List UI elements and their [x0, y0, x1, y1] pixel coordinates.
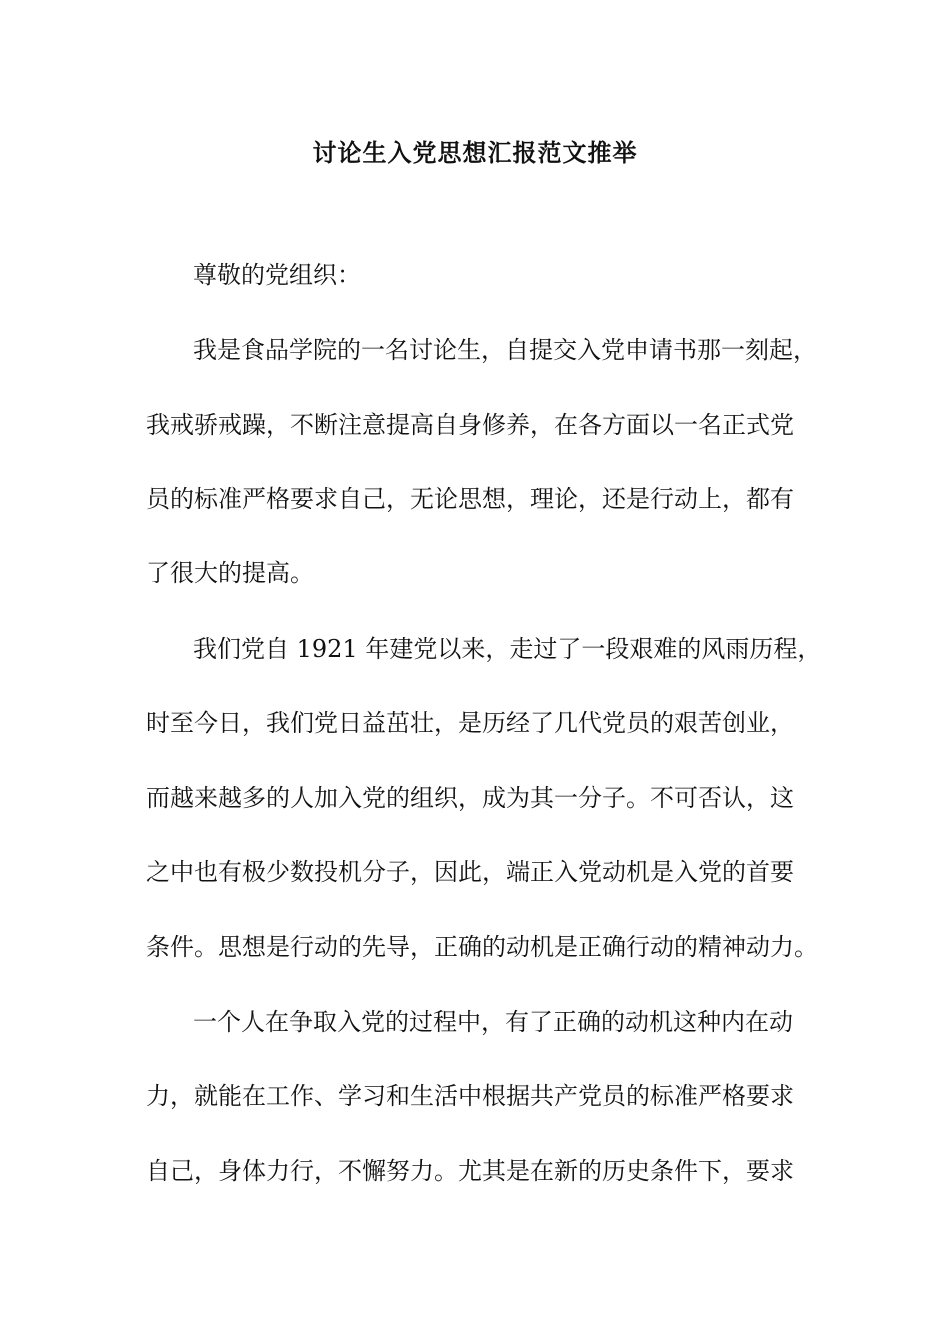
paragraph-line: 我戒骄戒躁，不断注意提高自身修养，在各方面以一名正式党: [146, 411, 794, 439]
paragraph-line: 之中也有极少数投机分子，因此，端正入党动机是入党的首要: [146, 858, 794, 886]
salutation: 尊敬的党组织：: [193, 261, 361, 289]
document-title: 讨论生入党思想汇报范文推举: [312, 138, 638, 167]
paragraph-line: 而越来越多的人加入党的组织，成为其一分子。不可否认，这: [146, 784, 794, 812]
paragraph-line: 力，就能在工作、学习和生活中根据共产党员的标准严格要求: [146, 1082, 794, 1110]
paragraph-line: 了很大的提高。: [146, 559, 314, 587]
paragraph-line: 我们党自 1921 年建党以来，走过了一段艰难的风雨历程，: [193, 635, 822, 663]
paragraph-line: 员的标准严格要求自己，无论思想，理论，还是行动上，都有: [146, 485, 794, 513]
paragraph-line: 自己，身体力行，不懈努力。尤其是在新的历史条件下，要求: [146, 1157, 794, 1185]
paragraph-line: 时至今日，我们党日益茁壮，是历经了几代党员的艰苦创业，: [146, 709, 794, 737]
paragraph-line: 我是食品学院的一名讨论生，自提交入党申请书那一刻起，: [193, 336, 817, 364]
paragraph-line: 一个人在争取入党的过程中，有了正确的动机这种内在动: [193, 1008, 793, 1036]
paragraph-line: 条件。思想是行动的先导，正确的动机是正确行动的精神动力。: [146, 933, 818, 961]
